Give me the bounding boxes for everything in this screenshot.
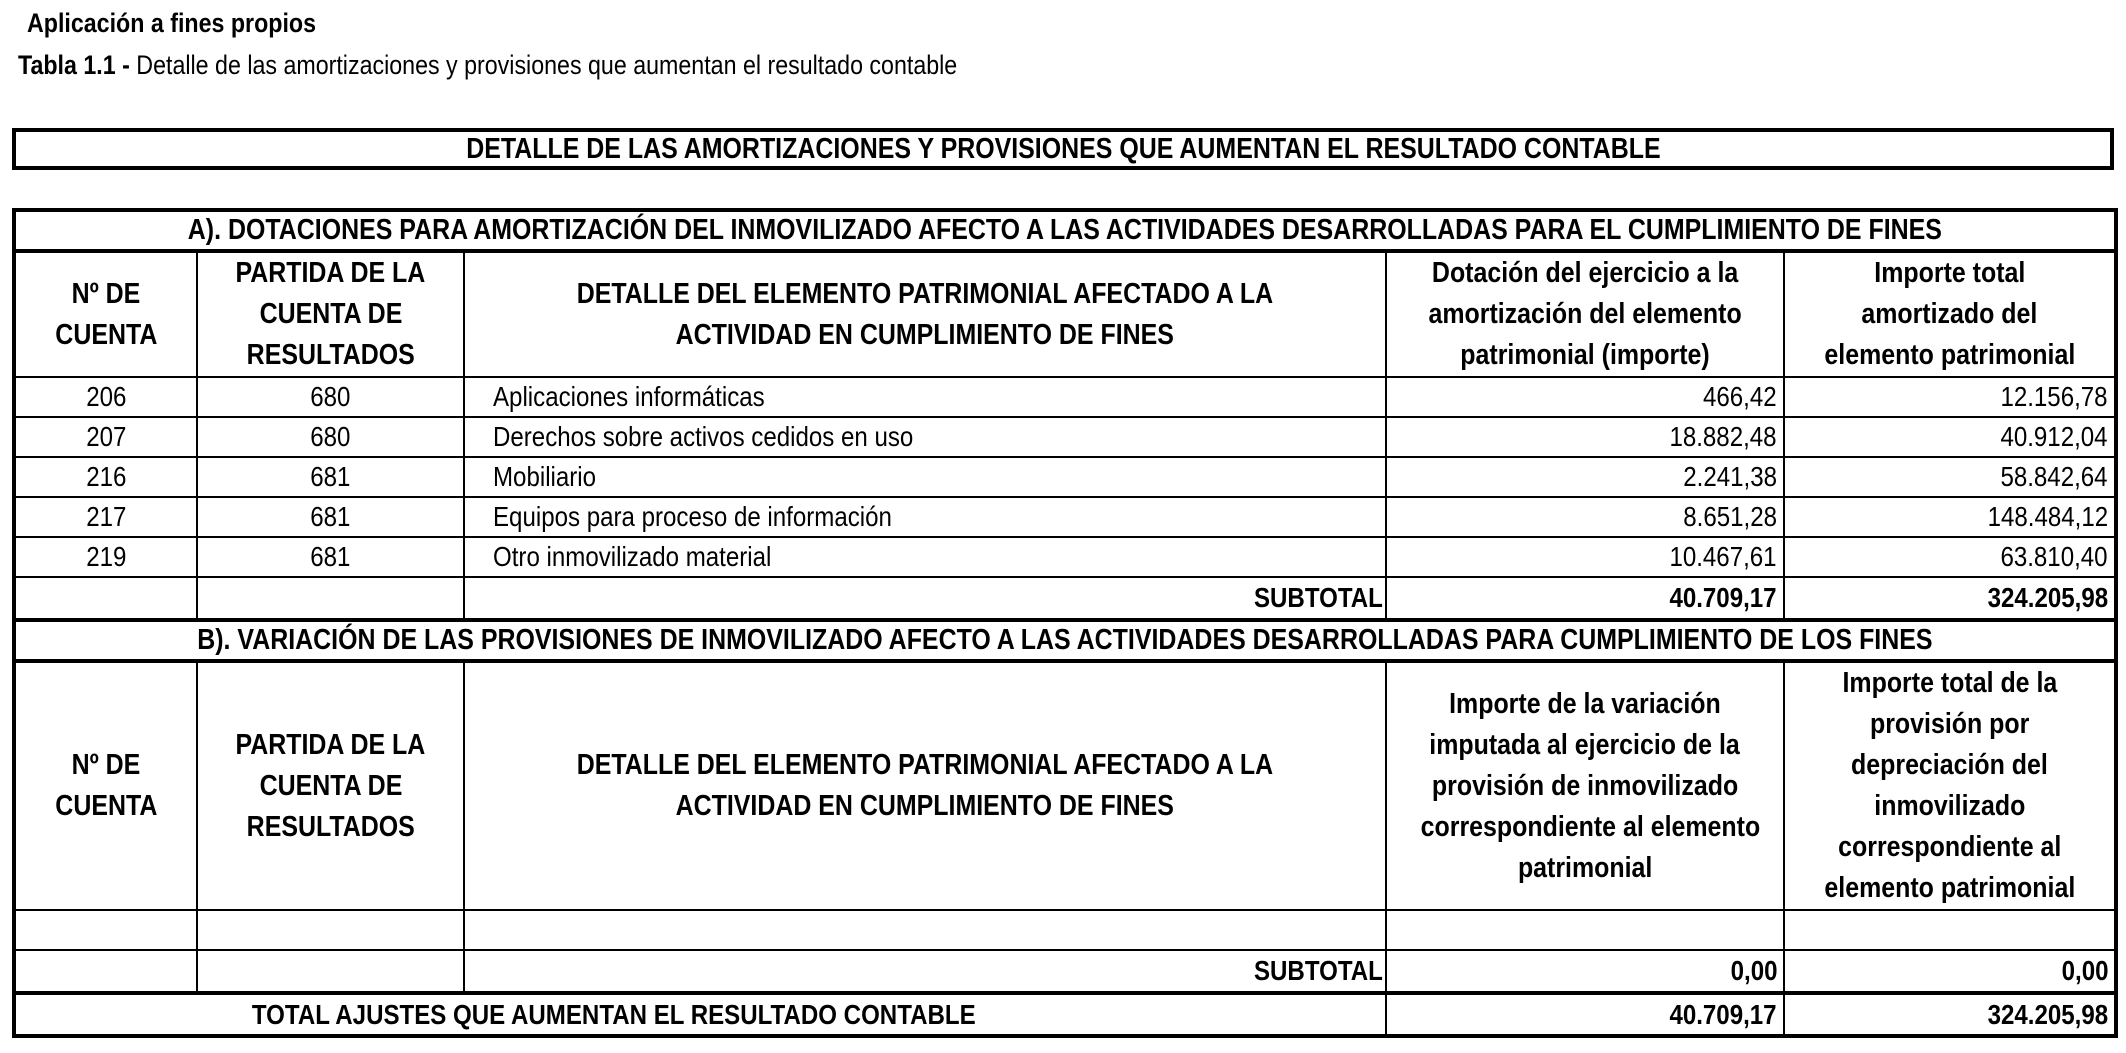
cell-partida xyxy=(197,910,464,950)
cell-partida: 681 xyxy=(197,537,464,577)
section-a-subtotal-row xyxy=(14,577,2116,620)
cell-partida: 681 xyxy=(197,457,464,497)
subtotal-label: SUBTOTAL xyxy=(464,577,1386,620)
cell-detalle: Aplicaciones informáticas xyxy=(464,377,1386,417)
cell-dotacion: 10.467,61 xyxy=(1386,537,1784,577)
table-row xyxy=(14,417,2116,457)
section-a-title-row xyxy=(14,210,2116,251)
amortization-table xyxy=(12,208,2118,1038)
subtotal-dotacion: 40.709,17 xyxy=(1386,577,1784,620)
subtotal-importe-total: 324.205,98 xyxy=(1784,577,2116,620)
cell-importe-total: 148.484,12 xyxy=(1784,497,2116,537)
cell-empty xyxy=(197,950,464,993)
cell-importe-total: 40.912,04 xyxy=(1784,417,2116,457)
table-label: Tabla 1.1 - xyxy=(18,50,130,80)
cell-variacion xyxy=(1386,910,1784,950)
cell-dotacion: 18.882,48 xyxy=(1386,417,1784,457)
section-title: Aplicación a fines propios xyxy=(27,8,317,38)
cell-importe-total: 63.810,40 xyxy=(1784,537,2116,577)
header-variacion: Importe de la variación imputada al ejercicio de la provisión de inmovilizado correspondiente al elemento patrimonial xyxy=(1386,661,1784,910)
cell-cuenta: 207 xyxy=(14,417,197,457)
cell-empty xyxy=(197,577,464,620)
header-detalle: DETALLE DEL ELEMENTO PATRIMONIAL AFECTADO A LA ACTIVIDAD EN CUMPLIMIENTO DE FINES xyxy=(464,661,1386,910)
header-partida: PARTIDA DE LA CUENTA DE RESULTADOS xyxy=(197,661,464,910)
cell-cuenta xyxy=(14,910,197,950)
cell-dotacion: 466,42 xyxy=(1386,377,1784,417)
section-a-title: A). DOTACIONES PARA AMORTIZACIÓN DEL INMOVILIZADO AFECTO A LAS ACTIVIDADES DESARROLLADAS PARA EL CUMPLIMIENTO DE FINES xyxy=(14,210,2116,251)
header-cuenta: Nº DE CUENTA xyxy=(14,251,197,377)
total-col1: 40.709,17 xyxy=(1386,993,1784,1036)
table-row xyxy=(14,377,2116,417)
cell-importe-total xyxy=(1784,910,2116,950)
cell-importe-total: 12.156,78 xyxy=(1784,377,2116,417)
cell-importe-total: 58.842,64 xyxy=(1784,457,2116,497)
total-col2: 324.205,98 xyxy=(1784,993,2116,1036)
header-detalle: DETALLE DEL ELEMENTO PATRIMONIAL AFECTADO A LA ACTIVIDAD EN CUMPLIMIENTO DE FINES xyxy=(464,251,1386,377)
section-a-header-row xyxy=(14,251,2116,377)
cell-cuenta: 217 xyxy=(14,497,197,537)
cell-dotacion: 2.241,38 xyxy=(1386,457,1784,497)
subtotal-importe-total: 0,00 xyxy=(1784,950,2116,993)
total-row xyxy=(14,993,2116,1036)
cell-partida: 680 xyxy=(197,417,464,457)
header-importe-total-provision: Importe total de la provisión por depreciación del inmovilizado correspondiente al elemento patrimonial xyxy=(1784,661,2116,910)
subtotal-label: SUBTOTAL xyxy=(464,950,1386,993)
cell-empty xyxy=(14,577,197,620)
section-b-title-row xyxy=(14,620,2116,661)
cell-cuenta: 206 xyxy=(14,377,197,417)
table-caption xyxy=(18,50,957,81)
section-b-subtotal-row xyxy=(14,950,2116,993)
header-partida: PARTIDA DE LA CUENTA DE RESULTADOS xyxy=(197,251,464,377)
header-importe-total: Importe total amortizado del elemento patrimonial xyxy=(1784,251,2116,377)
report-title-box xyxy=(12,128,2114,170)
header-dotacion: Dotación del ejercicio a la amortización del elemento patrimonial (importe) xyxy=(1386,251,1784,377)
cell-detalle xyxy=(464,910,1386,950)
cell-detalle: Derechos sobre activos cedidos en uso xyxy=(464,417,1386,457)
cell-detalle: Otro inmovilizado material xyxy=(464,537,1386,577)
table-row xyxy=(14,457,2116,497)
table-caption-text: Detalle de las amortizaciones y provisiones que aumentan el resultado contable xyxy=(136,50,958,80)
section-b-title: B). VARIACIÓN DE LAS PROVISIONES DE INMOVILIZADO AFECTO A LAS ACTIVIDADES DESARROLLADAS PARA CUMPLIMIENTO DE LOS FINES xyxy=(14,620,2116,661)
cell-cuenta: 219 xyxy=(14,537,197,577)
cell-partida: 680 xyxy=(197,377,464,417)
cell-detalle: Equipos para proceso de información xyxy=(464,497,1386,537)
cell-partida: 681 xyxy=(197,497,464,537)
cell-empty xyxy=(14,950,197,993)
table-row xyxy=(14,910,2116,950)
section-b-header-row xyxy=(14,661,2116,910)
header-cuenta: Nº DE CUENTA xyxy=(14,661,197,910)
report-title: DETALLE DE LAS AMORTIZACIONES Y PROVISIONES QUE AUMENTAN EL RESULTADO CONTABLE xyxy=(465,133,1661,165)
subtotal-variacion: 0,00 xyxy=(1386,950,1784,993)
table-row xyxy=(14,537,2116,577)
cell-cuenta: 216 xyxy=(14,457,197,497)
cell-detalle: Mobiliario xyxy=(464,457,1386,497)
total-label: TOTAL AJUSTES QUE AUMENTAN EL RESULTADO CONTABLE xyxy=(14,993,1386,1036)
table-row xyxy=(14,497,2116,537)
cell-dotacion: 8.651,28 xyxy=(1386,497,1784,537)
